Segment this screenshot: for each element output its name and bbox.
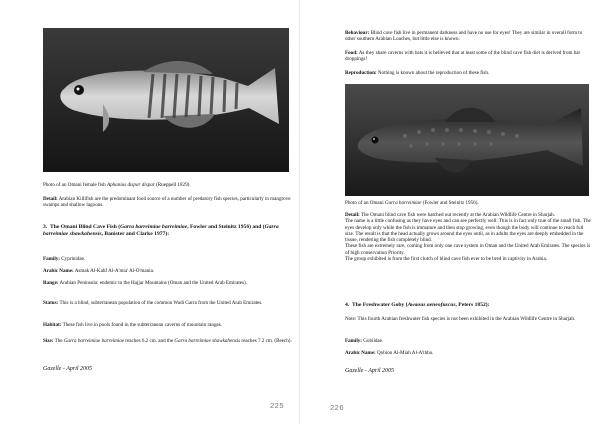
goby-note: Note: This fourth Arabian freshwater fish species is not been exhibited in the Arabian Wildlife Centre in Sharjah. <box>345 316 576 322</box>
reproduction-line: Reproduction: Nothing is known about the reproduction of these fish. <box>345 70 490 76</box>
killifish-detail: Detail: Arabian Killifish are the predominant food source of a number of predatory fish species, particularly in mangrove swamps and shallow lagoons. <box>43 196 291 209</box>
right-page <box>300 0 600 424</box>
status-line: Status: This is a blind, subterranean population of the common Wadi Garra from the United Arab Emirates. <box>43 300 263 306</box>
right-footer: Gazelle - April 2005 <box>345 368 395 374</box>
cave-fish-detail: Detail: The Omani blind cave fish were hatched out recently at the Arabian Wildlife Centre in Sharjah. The name is a little confusing as they have eyes and can see perfectly well. This is in fact only true of the small fish. The eyes develop only while the fish is immature and then stop growing, even though the body will continue to reach full size. The result is that the head actually grows around the eyes until, as in adults the eyes are deeply embedded in the tissue, rendering the fish completely blind. These fish are extremely rare, coming from only one cave system in Oman and the United Arab Emirates. The species is of high conservation Priority. The group exhibited is from the first clutch of blind cave fish ever to be bred in captivity in Arabia. <box>345 212 591 263</box>
section-4-heading: 4. The Freshwater Goby (Awaous aeneofuscus, Peters 1852): <box>345 302 490 308</box>
range-line: Range: Arabian Peninsula: endemic to the Hajjar Mountains (Oman and the United Arab Emirates). <box>43 280 247 286</box>
killifish-photo-caption: Photo of an Omani female fish Aphanius dispar dispar (Rueppell 1829). <box>43 182 191 188</box>
goby-family-line: Family: Gobiidae. <box>345 338 384 344</box>
right-page-number: 226 <box>330 403 345 412</box>
size-line: Size: The Garra barreimiae barreimiae reaches 6.2 cm. and the Garra barreimiae shawkahensis reaches 7.2 cm. (Beech). <box>43 338 292 344</box>
cave-fish-photo-caption: Photo of an Omani Garra barreimiae (Fowler and Steinitz 1956). <box>345 200 479 206</box>
left-footer: Gazelle - April 2005 <box>43 366 93 372</box>
left-page-number: 225 <box>270 401 285 410</box>
family-line: Family: Cyprinidae. <box>43 256 86 262</box>
killifish-image <box>43 28 289 172</box>
food-line: Food: As they share caverns with bats it is believed that at least some of the blind cave fish diet is derived from bat droppings! <box>345 50 580 63</box>
cave-fish-photo <box>345 84 589 196</box>
section-3-heading: 3. The Omani Blind Cave Fish (Garra barreimiae barreimiae, Fowler and Steinitz 1956) and (Garra barreimiae shawkahensis, Banister and Clarke 1977): <box>43 224 279 237</box>
goby-arabic-name-line: Arabic Name: Qobion Al-Miah Al-A'thba. <box>345 350 434 356</box>
behaviour-line: Behaviour: Blind cave fish live in permanent darkness and have no use for eyes! They are similar in overall form to other southern Arabian Loaches, but little else is known. <box>345 30 583 43</box>
cave-fish-image <box>345 84 589 196</box>
killifish-photo <box>43 28 289 172</box>
arabic-name-line: Arabic Name: Asmak Al-Kahf Al-A'mia' Al-O'mania. <box>43 268 155 274</box>
habitat-line: Habitat: These fish live in pools found in the subterranean caverns of mountain ranges. <box>43 322 223 328</box>
